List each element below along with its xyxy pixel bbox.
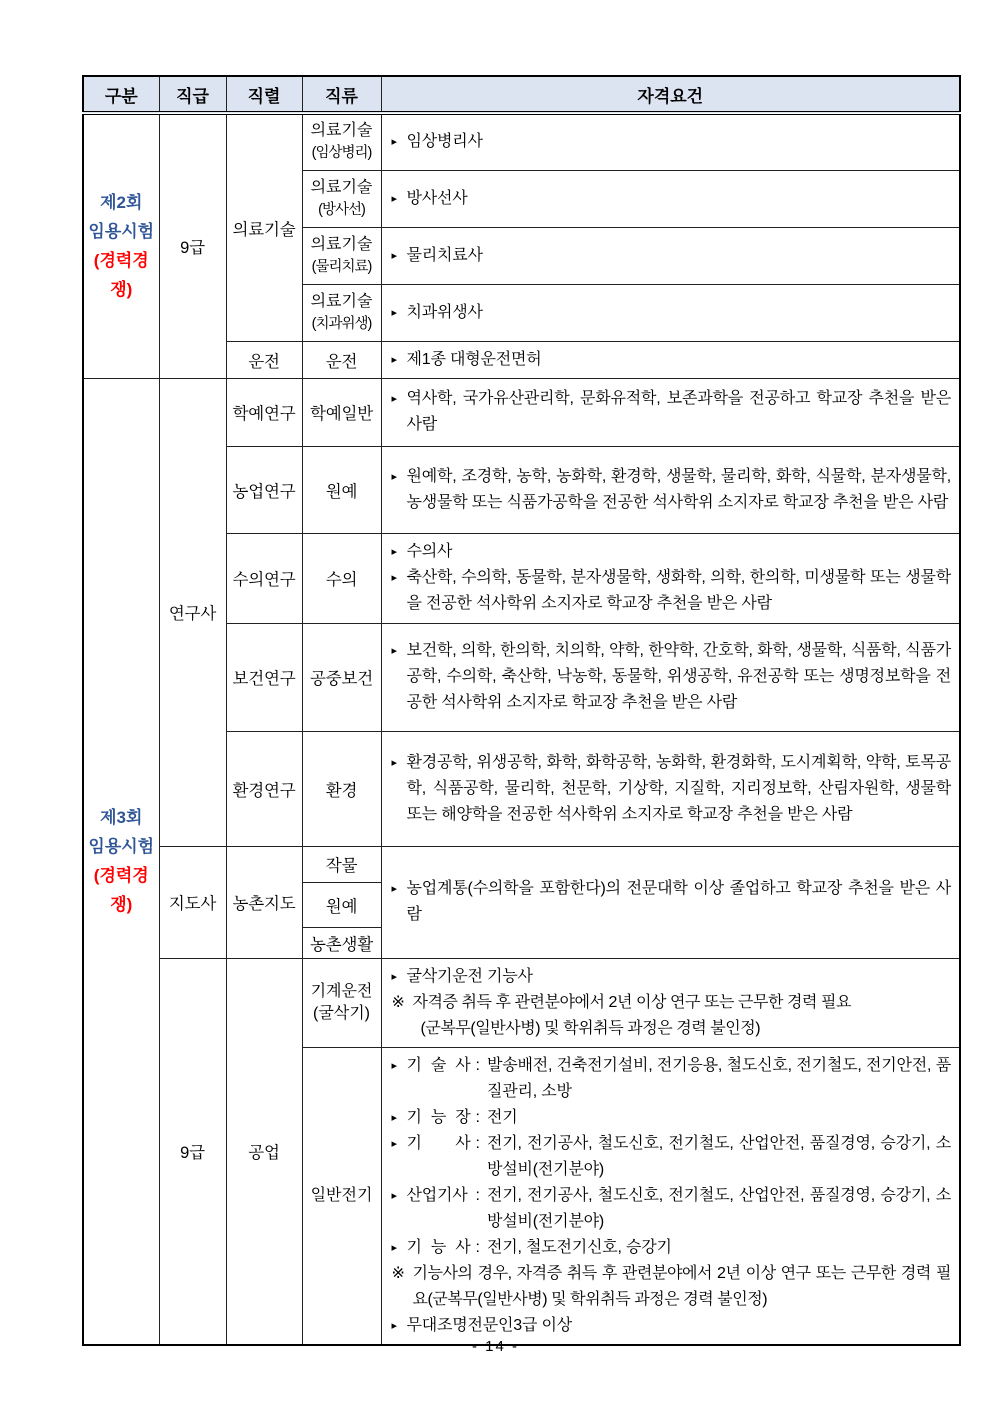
requirement-item [392, 1131, 952, 1183]
cell-series-agri: 농업연구 [226, 446, 302, 533]
exam3-line2: 임용시험 [88, 837, 155, 856]
table-row [83, 378, 960, 446]
note-line1: 자격증 취득 후 관련분야에서 2년 이상 연구 또는 근무한 경력 필요 [412, 993, 852, 1011]
triangle-bullet-icon: ▸ [391, 249, 398, 262]
requirement-text: 전기, 철도전기신호, 승강기 [486, 1238, 672, 1256]
class-subname: (굴삭기) [312, 1004, 371, 1022]
requirement-text: 치과위생사 [406, 303, 483, 321]
cell-series-env: 환경연구 [226, 731, 302, 846]
reference-mark-icon: ※ [391, 993, 405, 1011]
cell-class-vet: 수의 [302, 533, 381, 623]
certificate-grade-label: 산업기사 [406, 1186, 468, 1204]
page-number: - 14 - [471, 1338, 519, 1355]
requirement-item [392, 186, 952, 212]
cell-req-horticulture [381, 446, 960, 533]
colon-separator: : [475, 1134, 480, 1152]
requirement-item [392, 1105, 952, 1131]
requirement-text: 역사학, 국가유산관리학, 문화유적학, 보존과학을 전공하고 학교장 추천을 받은 사람 [406, 390, 951, 433]
exam3-career-tag: (경력경쟁) [93, 866, 149, 914]
requirement-item [392, 565, 952, 617]
requirement-item [392, 464, 952, 516]
triangle-bullet-icon: ▸ [391, 970, 398, 983]
cell-class-clinical [302, 113, 381, 170]
triangle-bullet-icon: ▸ [391, 572, 398, 584]
requirement-item [392, 539, 952, 565]
triangle-bullet-icon: ▸ [391, 136, 398, 149]
cell-class-horticulture: 원예 [302, 446, 381, 533]
certificate-grade-label: 기 술 사 [406, 1056, 471, 1074]
table-row [83, 846, 960, 882]
reference-mark-icon: ※ [391, 1264, 405, 1282]
requirement-text: 무대조명전문인3급 이상 [406, 1316, 573, 1334]
cell-req-radiation [381, 170, 960, 227]
requirement-text: 제1종 대형운전면허 [406, 350, 542, 368]
cell-req-curator [381, 378, 960, 446]
cell-req-physio [381, 227, 960, 284]
cell-req-clinical [381, 113, 960, 170]
exam2-line2: 임용시험 [88, 222, 155, 242]
cell-class-drive: 운전 [302, 341, 381, 378]
cell-req-vet [381, 533, 960, 623]
cell-series-curator: 학예연구 [226, 378, 302, 446]
class-name: 의료기술 [310, 235, 373, 253]
requirement-item [392, 876, 952, 928]
cell-series-health: 보건연구 [226, 623, 302, 731]
cell-class-radiation [302, 170, 381, 227]
class-subname: (방사선) [318, 201, 365, 218]
header-cell-requirements: 자격요건 [381, 76, 960, 113]
note-text [413, 990, 952, 1042]
cell-class-horticulture2: 원예 [302, 882, 381, 927]
colon-separator: : [475, 1238, 480, 1256]
cell-req-dental [381, 284, 960, 341]
group-label-exam2 [83, 113, 159, 378]
cell-series-vet: 수의연구 [226, 533, 302, 623]
requirement-text: 원예학, 조경학, 농학, 농화학, 환경학, 생물학, 물리학, 화학, 식물학, 분자생물학, 농생물학 또는 식품가공학을 전공한 석사학위 소지자로 학교장 추천을 받은 사람 [406, 467, 951, 511]
cell-grade-9: 9급 [159, 113, 226, 378]
requirement-text: 전기, 전기공사, 철도신호, 전기철도, 산업안전, 품질경영, 승강기, 소방설비(전기분야) [486, 1186, 951, 1230]
note-text: 기능사의 경우, 자격증 취득 후 관련분야에서 2년 이상 연구 또는 근무한 경력 필요(군복무(일반사병) 및 학위취득 과정은 경력 불인정) [412, 1264, 951, 1308]
requirement-text: 발송배전, 건축전기설비, 전기응용, 철도신호, 전기철도, 전기안전, 품질관리, 소방 [486, 1056, 951, 1100]
cell-class-dental [302, 284, 381, 341]
note-line2: (군복무(일반사병) 및 학위취득 과정은 경력 불인정) [420, 1019, 761, 1037]
requirement-text: 물리치료사 [406, 246, 483, 264]
cell-req-drive [381, 341, 960, 378]
colon-separator: : [475, 1056, 480, 1074]
requirement-text: 환경공학, 위생공학, 화학, 화학공학, 농화학, 환경화학, 도시계획학, 약학, 토목공학, 식품공학, 물리학, 천문학, 기상학, 지질학, 지리정보학, 산림자원학, 생물학 또는 해양학을 전공한 석사학위 소지자로 학교장 추천을 받은 사람 [406, 753, 951, 823]
exam2-career-tag: (경력경쟁) [93, 251, 149, 300]
cell-class-electric: 일반전기 [302, 1047, 381, 1345]
requirement-item [392, 750, 952, 828]
cell-class-rurallife: 농촌생활 [302, 927, 381, 958]
requirement-item [392, 347, 952, 373]
class-subname: (물리치료) [311, 258, 372, 275]
table-header-row [83, 76, 960, 113]
requirement-item [392, 964, 952, 990]
triangle-bullet-icon: ▸ [391, 1137, 398, 1150]
class-subname: (임상병리) [311, 145, 372, 162]
cell-class-physio [302, 227, 381, 284]
requirement-item [392, 1053, 952, 1105]
requirement-item [392, 1235, 952, 1261]
cell-req-publichealth [381, 623, 960, 731]
requirement-note [392, 1261, 952, 1313]
requirement-text: 굴삭기운전 기능사 [406, 967, 533, 985]
header-cell-grade: 직급 [159, 76, 226, 113]
triangle-bullet-icon: ▸ [391, 1059, 398, 1072]
cell-req-env [381, 731, 960, 846]
cell-class-crop: 작물 [302, 846, 381, 882]
cell-req-electric [381, 1047, 960, 1345]
requirement-item [392, 129, 952, 155]
cell-req-rural [381, 846, 960, 958]
requirement-text: 보건학, 의학, 한의학, 치의학, 약학, 한약학, 간호학, 화학, 생물학, 식품학, 식품가공학, 수의학, 축산학, 낙농학, 동물학, 위생공학, 유전공학 또는 생명정보학을 전공한 석사학위 소지자로 학교장 추천을 받은 사람 [406, 642, 951, 711]
cell-grade-researcher: 연구사 [159, 378, 226, 846]
cell-series-drive: 운전 [226, 341, 302, 378]
triangle-bullet-icon: ▸ [391, 1319, 398, 1332]
colon-separator: : [475, 1108, 480, 1126]
triangle-bullet-icon: ▸ [391, 756, 398, 769]
cell-series-medical: 의료기술 [226, 113, 302, 341]
triangle-bullet-icon: ▸ [391, 192, 398, 205]
qualification-table [82, 75, 961, 1346]
requirement-item [392, 243, 952, 269]
cell-grade-9-industrial: 9급 [159, 958, 226, 1345]
triangle-bullet-icon: ▸ [391, 883, 398, 895]
triangle-bullet-icon: ▸ [391, 645, 398, 657]
requirement-text: 수의사 [406, 543, 453, 560]
triangle-bullet-icon: ▸ [391, 353, 398, 366]
requirement-item [392, 1313, 952, 1339]
header-cell-gubun: 구분 [83, 76, 159, 113]
cell-req-machine [381, 958, 960, 1047]
requirement-text: 전기, 전기공사, 철도신호, 전기철도, 산업안전, 품질경영, 승강기, 소방설비(전기분야) [486, 1134, 951, 1178]
cell-class-machine [302, 958, 381, 1047]
class-name: 의료기술 [310, 178, 373, 196]
requirement-note [392, 990, 952, 1042]
cell-series-rural: 농촌지도 [226, 846, 302, 958]
requirement-item [392, 386, 952, 438]
header-cell-class: 직류 [302, 76, 381, 113]
requirement-text: 임상병리사 [406, 133, 483, 151]
certificate-grade-label: 기 능 사 [406, 1238, 471, 1256]
cell-series-industrial: 공업 [226, 958, 302, 1345]
class-name: 기계운전 [310, 982, 373, 1000]
class-name: 의료기술 [310, 122, 373, 140]
header-cell-series: 직렬 [226, 76, 302, 113]
requirement-text: 방사선사 [406, 189, 468, 207]
table-row [83, 113, 960, 170]
exam2-line1: 제2회 [100, 193, 143, 213]
requirement-text: 농업계통(수의학을 포함한다)의 전문대학 이상 졸업하고 학교장 추천을 받은 사람 [406, 880, 951, 923]
requirement-item [392, 1183, 952, 1235]
cell-class-env: 환경 [302, 731, 381, 846]
exam3-line1: 제3회 [100, 808, 143, 827]
triangle-bullet-icon: ▸ [391, 1241, 398, 1254]
requirement-item [392, 638, 952, 716]
requirement-item [392, 300, 952, 326]
requirement-text: 전기 [486, 1108, 518, 1126]
group-label-exam3 [83, 378, 159, 1345]
cell-grade-advisor: 지도사 [159, 846, 226, 958]
cell-class-publichealth: 공중보건 [302, 623, 381, 731]
triangle-bullet-icon: ▸ [391, 1189, 398, 1202]
colon-separator: : [475, 1186, 480, 1204]
triangle-bullet-icon: ▸ [391, 306, 398, 319]
requirement-text: 축산학, 수의학, 동물학, 분자생물학, 생화학, 의학, 한의학, 미생물학 또는 생물학을 전공한 석사학위 소지자로 학교장 추천을 받은 사람 [406, 569, 951, 612]
class-name: 의료기술 [310, 292, 373, 310]
triangle-bullet-icon: ▸ [391, 546, 398, 558]
table-row [83, 958, 960, 1047]
triangle-bullet-icon: ▸ [391, 393, 398, 405]
class-subname: (치과위생) [311, 315, 372, 332]
triangle-bullet-icon: ▸ [391, 1111, 398, 1124]
certificate-grade-label: 기 능 장 [406, 1108, 471, 1126]
certificate-grade-label: 기 사 [406, 1134, 471, 1152]
cell-class-curator: 학예일반 [302, 378, 381, 446]
triangle-bullet-icon: ▸ [391, 470, 398, 483]
